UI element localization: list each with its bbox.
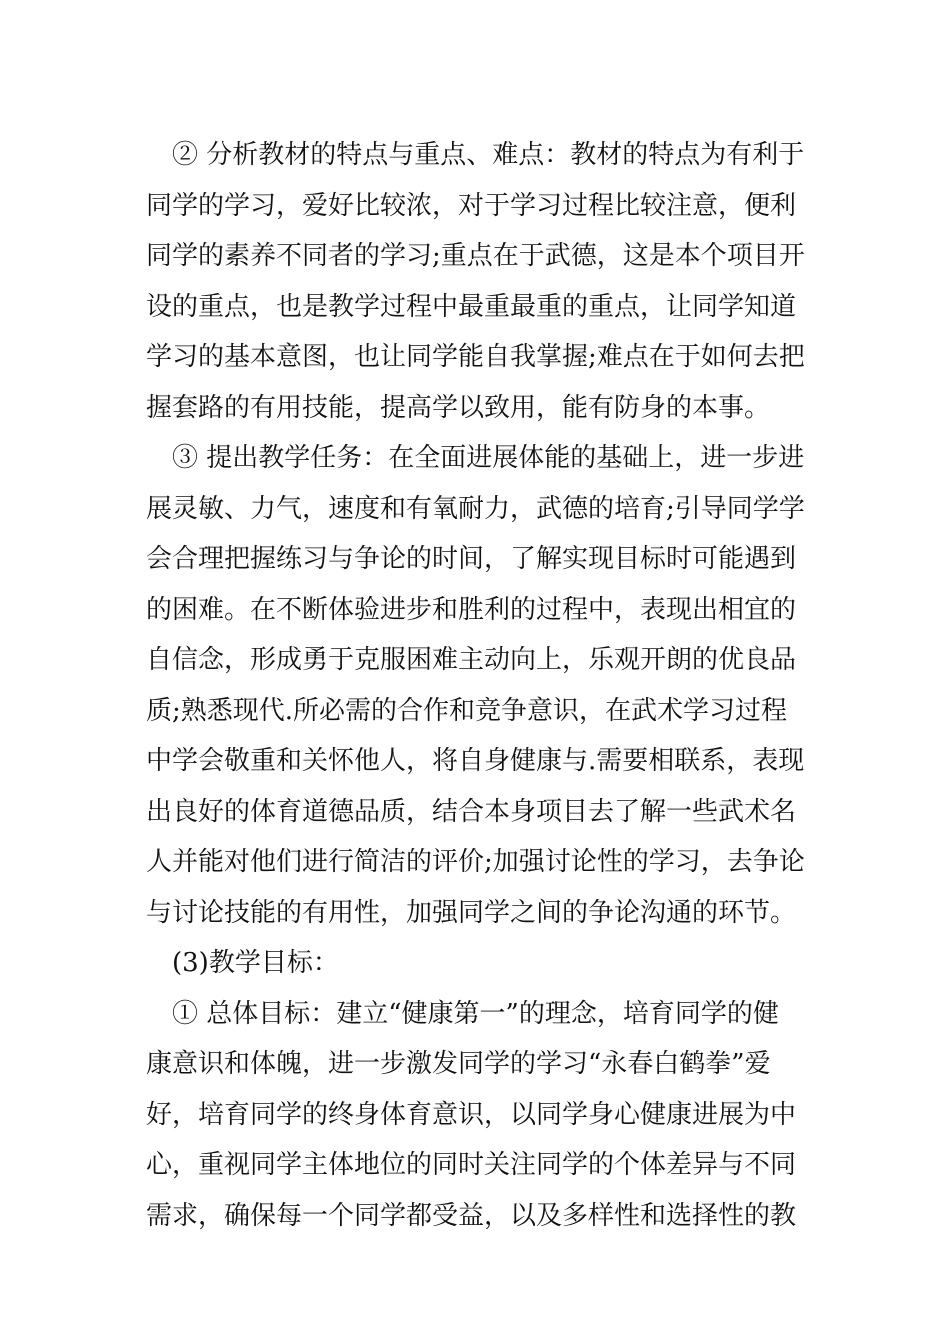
paragraph-analysis-line-6: 握套路的有用技能，提高学以致用，能有防身的本事。 [146,392,771,423]
document-body [146,130,810,1241]
paragraph-tasks-line-5: 自信念，形成勇于克服困难主动向上，乐观开朗的优良品 [146,645,797,675]
paragraph-tasks-line-9: 人并能对他们进行简洁的评价;加强讨论性的学习，去争论 [146,847,805,877]
paragraph-analysis-line-1: ② 分析教材的特点与重点、难点：教材的特点为有利于 [172,140,805,170]
paragraph-analysis-line-2: 同学的学习，爱好比较浓，对于学习过程比较注意，便利 [146,190,797,221]
paragraph-analysis-line-3: 同学的素养不同者的学习;重点在于武德，这是本个项目开 [146,241,805,271]
paragraph-tasks-line-2: 展灵敏、力气，速度和有氧耐力，武德的培育;引导同学学 [146,493,805,524]
paragraph-tasks-line-4: 的困难。在不断体验进步和胜利的过程中，表现出相宜的 [146,594,797,625]
paragraph-analysis-line-4: 设的重点，也是教学过程中最重最重的重点，让同学知道 [146,291,797,322]
paragraph-tasks-line-8: 出良好的体育道德品质，结合本身项目去了解一些武术名 [146,796,797,827]
paragraph-goals-line-2: 康意识和体魄，进一步激发同学的学习“永春白鹤拳”爱 [146,1049,771,1079]
paragraph-goals-line-3: 好，培育同学的终身体育意识，以同学身心健康进展为中 [146,1099,797,1130]
paragraph-tasks-line-7: 中学会敬重和关怀他人，将自身健康与.需要相联系，表现 [146,746,805,776]
paragraph-tasks-line-6: 质;熟悉现代.所必需的合作和竞争意识，在武术学习过程 [146,695,788,726]
paragraph-tasks-line-1: ③ 提出教学任务：在全面进展体能的基础上，进一步进 [172,443,805,473]
paragraph-tasks-line-3: 会合理把握练习与争论的时间，了解实现目标时可能遇到 [146,544,797,574]
paragraph-tasks-line-10: 与讨论技能的有用性，加强同学之间的争论沟通的环节。 [146,897,797,928]
paragraph-goals-line-4: 心，重视同学主体地位的同时关注同学的个体差异与不同 [146,1150,797,1180]
section-heading-teaching-goals: (3)教学目标： [172,948,339,978]
paragraph-analysis-line-5: 学习的基本意图，也让同学能自我掌握;难点在于如何去把 [146,342,805,372]
paragraph-goals-line-5: 需求，确保每一个同学都受益，以及多样性和选择性的教 [146,1200,797,1231]
paragraph-goals-line-1: ① 总体目标：建立“健康第一”的理念，培育同学的健 [172,998,779,1029]
